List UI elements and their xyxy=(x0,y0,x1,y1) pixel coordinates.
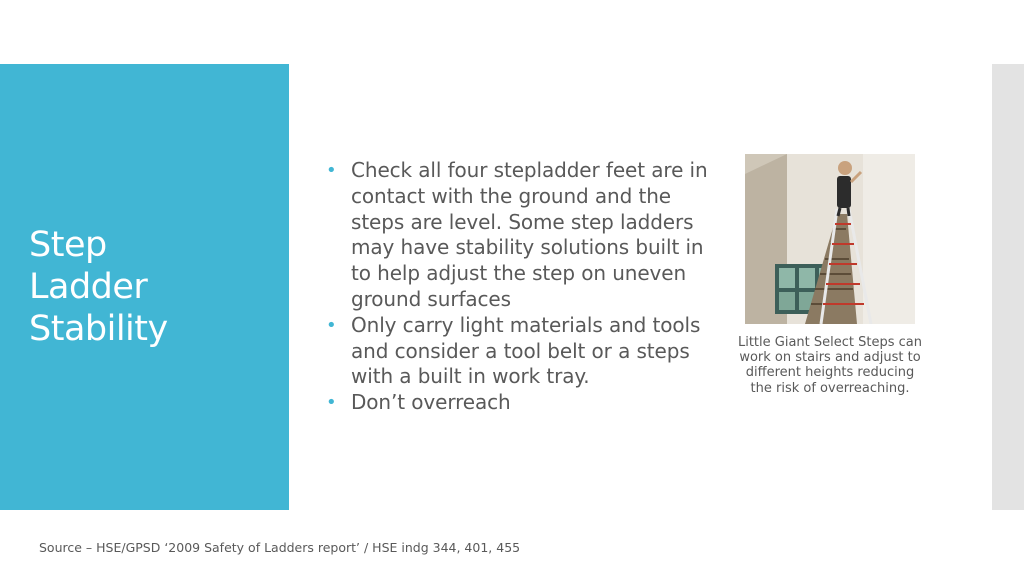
bullet-text: Don’t overreach xyxy=(351,390,511,415)
bullet-text: Check all four stepladder feet are in contact with the ground and the steps are level. Some step ladders may have stability solutions built in to help adjust the step on uneven ground surfaces xyxy=(351,158,708,311)
slide-title-line-1: Step xyxy=(29,225,107,265)
bullet-text: Only carry light materials and tools and consider a tool belt or a steps with a built in work tray. xyxy=(351,312,701,389)
image-caption: Little Giant Select Steps can work on stairs and adjust to different heights reducing the risk of overreaching. xyxy=(737,335,922,396)
bullet-item xyxy=(326,158,726,313)
source-note: Source – HSE/GPSD ‘2009 Safety of Ladders report’ / HSE indg 344, 401, 455 xyxy=(39,540,521,555)
ladder-photo-illustration xyxy=(745,154,915,324)
bullet-icon: • xyxy=(326,314,337,336)
bullet-item xyxy=(326,313,726,390)
slide-title-line-3: Stability xyxy=(29,309,168,349)
bullet-item xyxy=(326,390,726,416)
slide-title-line-2: Ladder xyxy=(29,267,148,307)
bullet-list xyxy=(326,158,726,416)
ladder-photo xyxy=(745,154,915,324)
slide-title xyxy=(29,224,279,350)
bullet-icon: • xyxy=(326,392,337,414)
side-strip xyxy=(992,64,1024,510)
bullet-icon: • xyxy=(326,160,337,181)
